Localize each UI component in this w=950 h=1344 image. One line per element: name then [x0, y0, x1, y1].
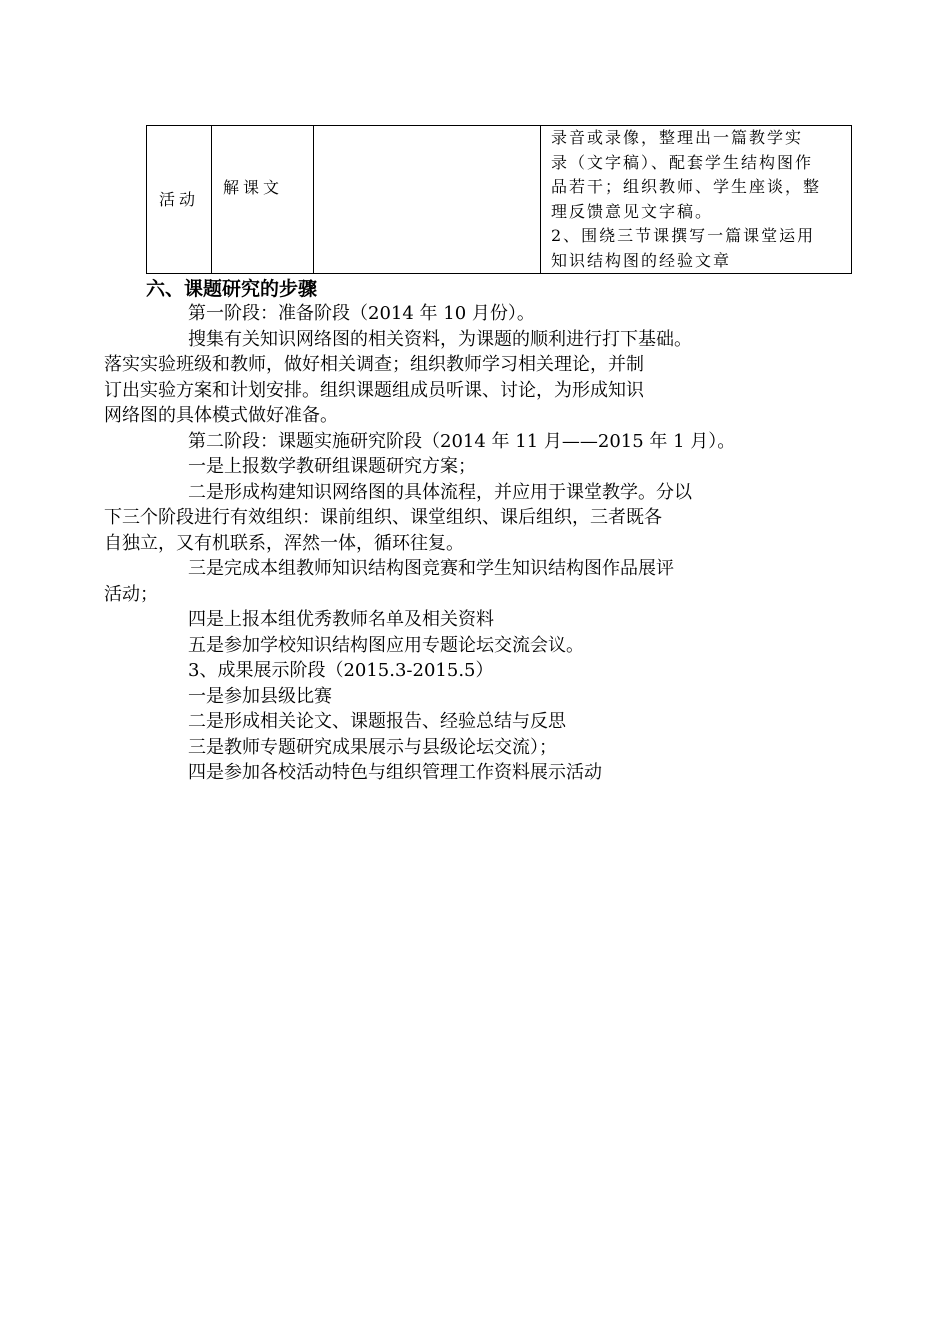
text-line: 四是上报本组优秀教师名单及相关资料 — [188, 609, 494, 630]
table-cell-description — [541, 126, 852, 274]
text-line: 第一阶段：准备阶段（2014 年 10 月份）。 — [188, 303, 535, 324]
text-line: 落实实验班级和教师，做好相关调查；组织教师学习相关理论，并制 — [104, 354, 644, 375]
table-row — [147, 126, 852, 274]
table-cell-content — [212, 126, 314, 274]
text-line: 自独立，又有机联系，浑然一体，循环往复。 — [104, 532, 464, 554]
cell-line: 知识结构图的经验文章 — [551, 250, 732, 270]
text-line: 五是参加学校知识结构图应用专题论坛交流会议。 — [188, 634, 584, 656]
section-heading: 六、课题研究的步骤 — [146, 278, 318, 300]
cell-line: 理反馈意见文字稿。 — [551, 201, 714, 221]
paragraph — [146, 684, 814, 710]
paragraph — [146, 607, 814, 633]
paragraph — [146, 429, 814, 455]
text-line: 搜集有关知识网络图的相关资料，为课题的顺利进行打下基础。 — [188, 328, 692, 350]
paragraph — [146, 633, 814, 659]
paragraph — [146, 454, 814, 480]
table-cell-empty — [314, 126, 541, 274]
text-line: 订出实验方案和计划安排。组织课题组成员听课、讨论，为形成知识 — [104, 379, 644, 401]
text-line: 下三个阶段进行有效组织：课前组织、课堂组织、课后组织，三者既各 — [104, 507, 662, 528]
cell-text: 解课文 — [223, 177, 284, 197]
paragraph — [146, 301, 814, 327]
paragraph — [104, 556, 814, 607]
paragraph — [146, 709, 814, 735]
text-line: 第二阶段：课题实施研究阶段（2014 年 11 月——2015 年 1 月）。 — [188, 430, 736, 452]
text-line: 四是参加各校活动特色与组织管理工作资料展示活动 — [188, 762, 602, 783]
text-line: 网络图的具体模式做好准备。 — [104, 405, 338, 426]
text-line: 三是教师专题研究成果展示与县级论坛交流）； — [188, 736, 557, 758]
cell-text: 活动 — [158, 189, 199, 209]
body-text — [104, 301, 814, 786]
text-line: 二是形成相关论文、课题报告、经验总结与反思 — [188, 711, 566, 732]
table-cell-category — [147, 126, 212, 274]
cell-line: 2、围绕三节课撰写一篇课堂运用 — [551, 226, 816, 245]
text-line: 二是形成构建知识网络图的具体流程，并应用于课堂教学。分以 — [188, 481, 692, 503]
cell-line: 录音或录像，整理出一篇教学实 — [551, 128, 804, 147]
paragraph — [146, 735, 814, 761]
text-line: 三是完成本组教师知识结构图竞赛和学生知识结构图作品展评 — [188, 558, 674, 579]
paragraph — [146, 658, 814, 684]
text-line: 3、成果展示阶段（2015.3-2015.5） — [188, 660, 494, 681]
text-line: 活动； — [104, 583, 158, 605]
activity-table — [146, 125, 852, 274]
paragraph — [104, 327, 814, 429]
paragraph — [146, 760, 814, 786]
cell-line: 录（文字稿）、配套学生结构图作 — [551, 152, 814, 172]
paragraph — [104, 480, 814, 557]
cell-line: 品若干；组织教师、学生座谈，整 — [551, 177, 822, 196]
text-line: 一是参加县级比赛 — [188, 685, 332, 707]
text-line: 一是上报数学教研组课题研究方案； — [188, 456, 476, 477]
